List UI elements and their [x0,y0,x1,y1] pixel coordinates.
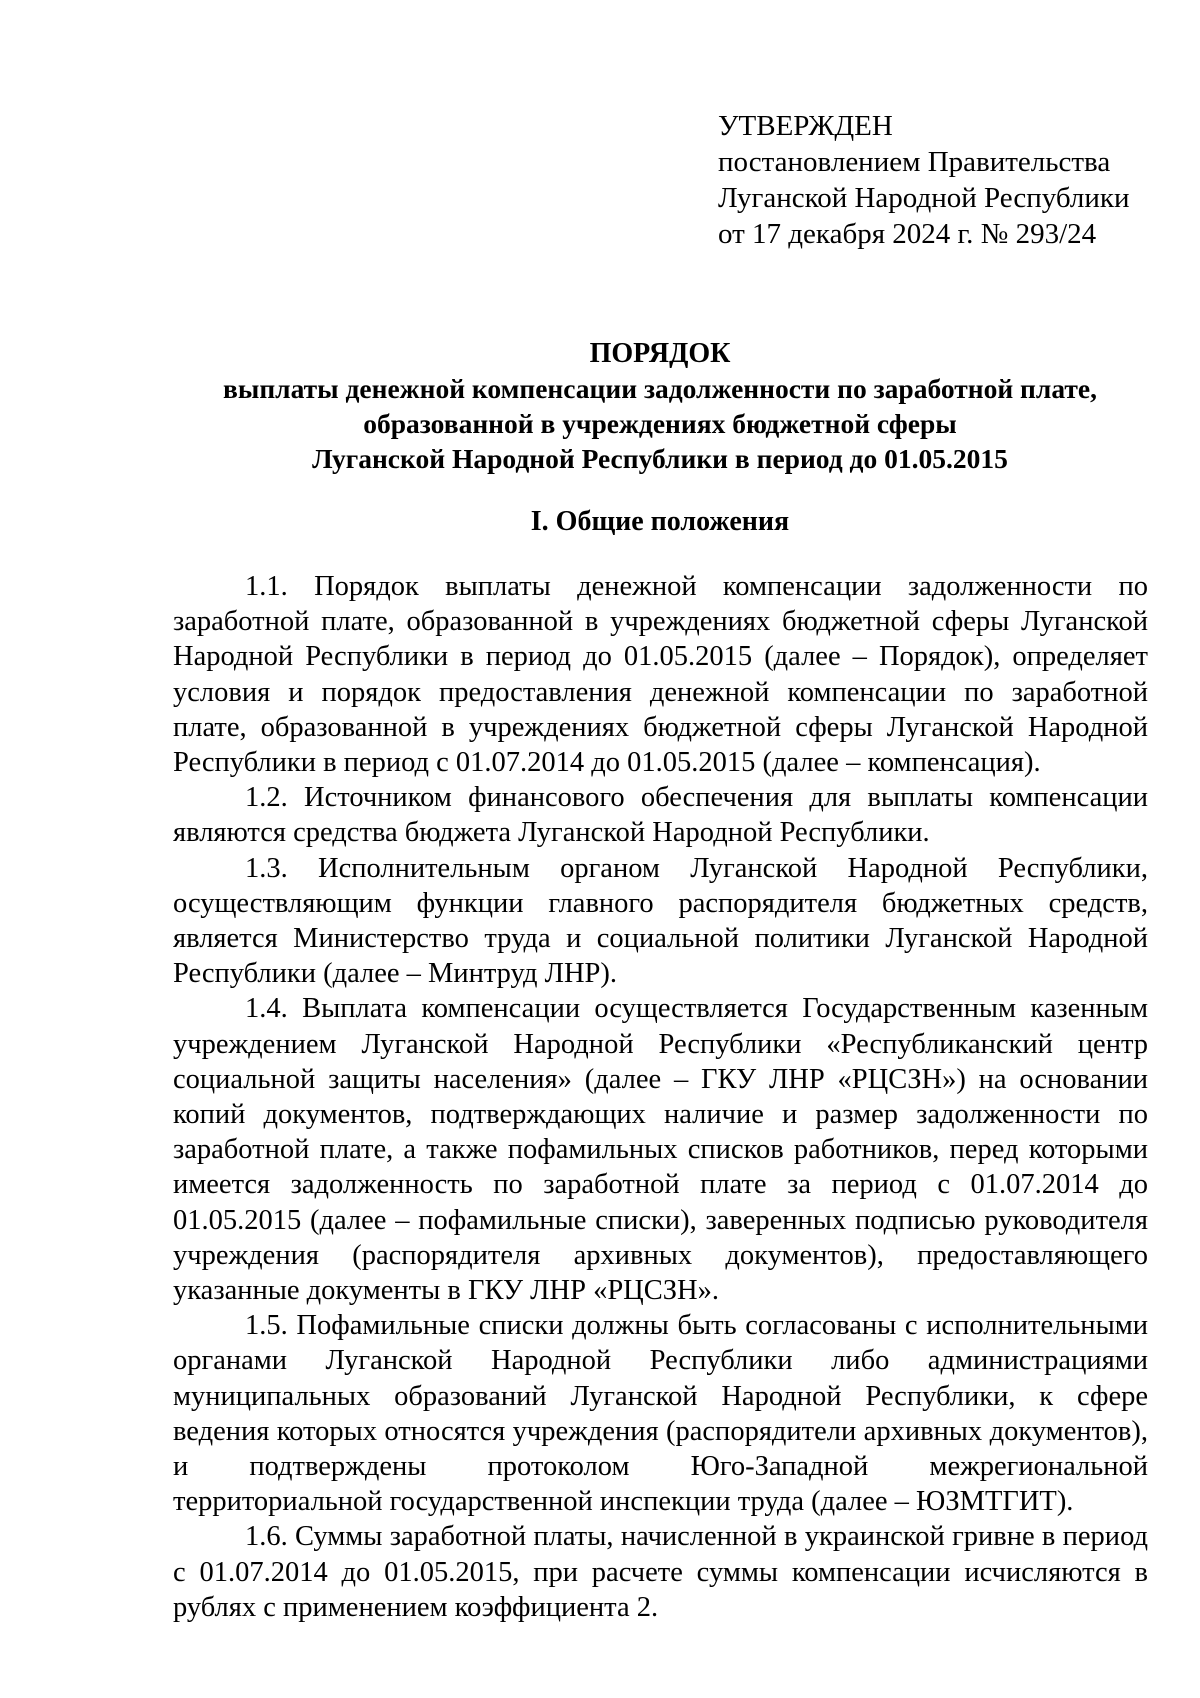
document-subtitle-line-3: Луганской Народной Республики в период до 01.05.2015 [312,443,1008,474]
paragraph-1-5: 1.5. Пофамильные списки должны быть согласованы с исполнительными органами Луганской Народной Республики либо администрациями муниципальных образований Луганской Народной Республики, к сфере ведения которых относятся учреждения (распорядители архивных документов), и подтверждены протоколом Юго-Западной межрегиональной территориальной государственной инспекции труда (далее – ЮЗМТГИТ). [173,1310,1148,1518]
document-title: ПОРЯДОК [589,338,731,369]
document-subtitle-line-2: образованной в учреждениях бюджетной сферы [363,408,957,439]
paragraph-1-6: 1.6. Суммы заработной платы, начисленной в украинской гривне в период с 01.07.2014 до 01.05.2015, при расчете суммы компенсации исчисляются в рублях с применением коэффициента 2. [173,1521,1148,1623]
paragraph-1-1: 1.1. Порядок выплаты денежной компенсации задолженности по заработной плате, образованной в учреждениях бюджетной сферы Луганской Народной Республики в период до 01.05.2015 (далее – Порядок), определяет условия и порядок предоставления денежной компенсации по заработной плате, образованной в учреждениях бюджетной сферы Луганской Народной Республики в период с 01.07.2014 до 01.05.2015 (далее – компенсация). [173,571,1148,779]
approval-line-1: постановлением Правительства [718,146,1111,178]
section-title: I. Общие положения [530,506,790,537]
approval-stamp [718,108,1130,252]
approval-line-2: Луганской Народной Республики [718,182,1130,214]
paragraph-1-2: 1.2. Источником финансового обеспечения для выплаты компенсации являются средства бюджета Луганской Народной Республики. [173,782,1148,849]
approval-line-3: от 17 декабря 2024 г. № 293/24 [718,218,1097,250]
document-body [173,569,1148,1625]
paragraph-1-3: 1.3. Исполнительным органом Луганской Народной Республики, осуществляющим функции главного распорядителя бюджетных средств, является Министерство труда и социальной политики Луганской Народной Республики (далее – Минтруд ЛНР). [173,852,1148,990]
approval-heading: УТВЕРЖДЕН [718,110,893,142]
document-title-block [170,336,1150,476]
paragraph-1-4: 1.4. Выплата компенсации осуществляется Государственным казенным учреждением Луганской Народной Республики «Республиканский центр социальной защиты населения» (далее – ГКУ ЛНР «РЦСЗН») на основании копий документов, подтверждающих наличие и размер задолженности по заработной плате, а также пофамильных списков работников, перед которыми имеется задолженность по заработной плате за период с 01.07.2014 до 01.05.2015 (далее – пофамильные списки), заверенных подписью руководителя учреждения (распорядителя архивных документов), предоставляющего указанные документы в ГКУ ЛНР «РЦСЗН». [173,993,1148,1307]
document-subtitle-line-1: выплаты денежной компенсации задолженности по заработной плате, [223,373,1097,404]
